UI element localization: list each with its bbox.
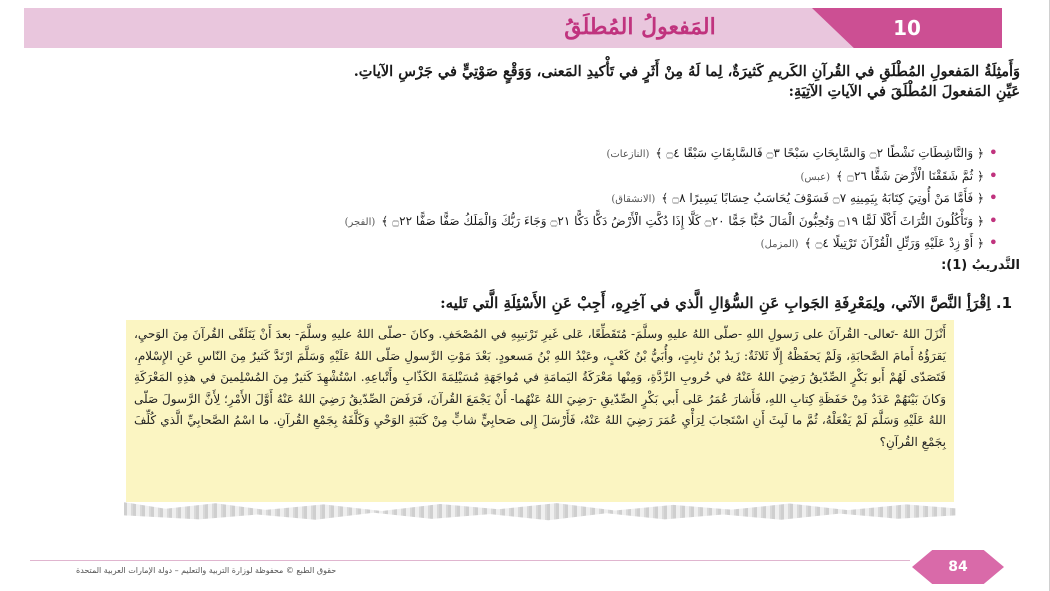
page-number: 84 <box>948 559 968 575</box>
footer-divider <box>30 560 910 561</box>
intro-section <box>72 62 1020 102</box>
training-label: التَّدريبُ (1): <box>941 258 1020 273</box>
instruction-text: عَيِّنِ المَفعولَ المُطْلَقَ في الآياتِ الآتِيَةِ: <box>788 83 1020 100</box>
question <box>72 292 1012 314</box>
chapter-number: 10 <box>893 16 921 40</box>
verse-list <box>150 143 998 256</box>
copyright-note: حقوق الطبع © محفوظة لوزارة التربية والتعليم – دولة الإمارات العربية المتحدة <box>76 566 337 575</box>
intro-text: وَأَمثِلَةُ المَفعولِ المُطْلَقِ في القُرآنِ الكَريمِ كَثيرَةٌ، لِما لَهُ مِنْ أَثَرٍ في تَأْكيدِ المَعنى، وَوَقْعٍ صَوْتِيٍّ في جَرْسِ الآياتِ. <box>353 63 1020 80</box>
verse-item <box>150 211 998 234</box>
question-number: 1. <box>995 294 1012 312</box>
verse-item <box>150 166 998 189</box>
verse-text: ﴿ أَوْ زِدْ عَلَيْهِ وَرَتِّلِ الْقُرْآنَ تَرْتِيلًا ۝٤ ﴾ <box>804 236 984 250</box>
surah-name: (النازعات) <box>606 149 650 160</box>
verse-text: ﴿ ثُمَّ شَقَقْنَا الْأَرْضَ شَقًّا ۝٢٦ ﴾ <box>836 168 984 183</box>
surah-name: (عبس) <box>800 171 831 183</box>
verse-item <box>150 233 998 256</box>
verse-text: ﴿ فَأَمَّا مَنْ أُوتِيَ كِتَابَهُ بِيَمِينِهِ ۝٧ فَسَوْفَ يُحَاسَبُ حِسَابًا يَسِيرًا ۝٨ ﴾ <box>661 191 984 205</box>
question-text: اِقْرَأِ النَّصَّ الآتي، ولِمَعْرِفَةِ الجَوابِ عَنِ السُّؤالِ الَّذي في آخِرِهِ، أَجِبْ عَنِ الأَسْئِلَةِ الَّتي تَليه: <box>440 294 991 312</box>
reading-passage <box>126 320 954 502</box>
surah-name: (الانشقاق) <box>611 194 656 205</box>
verse-text: ﴿ وَالنَّاشِطَاتِ نَشْطًا ۝٢ وَالسَّابِحَاتِ سَبْحًا ۝٣ فَالسَّابِقَاتِ سَبْقًا ۝٤ ﴾ <box>655 146 984 160</box>
surah-name: (المزمل) <box>760 239 799 250</box>
verse-text: ﴿ وَتَأْكُلُونَ التُّرَاثَ أَكْلًا لَمًّا ۝١٩ وَتُحِبُّونَ الْمَالَ حُبًّا جَمًّا ۝٢٠ كَلَّا إِذَا دُكَّتِ الْأَرْضُ دَكًّا دَكًّا ۝٢١ وَجَاءَ رَبُّكَ وَالْمَلَكُ صَفًّا صَفًّا ۝٢٢ ﴾ <box>381 213 984 228</box>
surah-name: (الفجر) <box>344 216 376 228</box>
passage-text: أَنْزَلَ اللهُ -تَعالى- القُرآنَ على رَسولِ اللهِ -صلّى اللهُ عليهِ وسلَّمَ- مُتَقَطِّعًا، عَلى غَيرِ تَرْتيبِهِ في المُصْحَفِ. وكانَ -صلّى اللهُ عليهِ وسلَّمَ- بعدَ أَنْ يَتَلَقّى القُرآنَ مِنَ الوَحيِ، يَقرَؤُهُ أَمامَ الصَّحابَةِ، وَلَمْ يَحفَظْهُ إِلّا ثَلاثَةٌ: زَيدُ بْنُ ثابِتٍ، وأُبَيُّ بْنُ كَعْبٍ، وعَبْدُ اللهِ بْنُ مَسعودٍ. بَعْدَ مَوْتِ الرَّسولِ صَلّى اللهُ عَلَيْهِ وَسَلَّمَ ارْتَدَّ كَثيرٌ مِنَ النّاسِ عَنِ الإِسْلامِ، فَتَصَدّى لَهُمْ أَبو بَكْرٍ الصِّدّيقُ رَضِيَ اللهُ عَنْهُ في حُروبِ الرِّدَّةِ، وَمِنْها مَعْرَكَةُ اليَمامَةِ في مُواجَهَةِ مُسَيْلِمَةَ الكَذّابِ وأَتْباعِهِ. اسْتُشْهِدَ كَثيرٌ مِنَ المُسْلِمينَ في هذِهِ المَعْرَكَةِ وَكانَ بَيْنَهُمْ عَدَدٌ مِنْ حَفَظَةِ كِتابِ اللهِ، فَأَشارَ عُمَرُ عَلى أَبي بَكْرٍ الصِّدّيقِ -رَضِيَ اللهُ عَنْهُما- أَنْ يَجْمَعَ القُرآنَ، فَرَفَضَ الصِّدّيقُ رَضِيَ اللهُ عَنْهُ أَوَّلَ الأَمْرِ؛ لِأَنَّ الرَّسولَ صَلّى اللهُ عَلَيْهِ وَسَلَّمَ لَمْ يَفْعَلْهُ، ثُمَّ ما لَبِثَ أَنِ اسْتَجابَ لِرَأْيِ عُمَرَ رَضِيَ اللهُ عَنْهُ، فَأَرْسَلَ إِلى صَحابِيٍّ شابٍّ مِنْ كَتَبَةِ الوَحْيِ وَكَلَّفَهُ بِجَمْعِ القُرآنِ. ما اسْمُ الصَّحابِيِّ الَّذي كُلِّفَ بِجَمْعِ القُرآنِ؟ <box>134 327 946 449</box>
verse-item <box>150 188 998 211</box>
verse-item <box>150 143 998 166</box>
lesson-title: المَفعولُ المُطلَقُ <box>564 14 716 40</box>
